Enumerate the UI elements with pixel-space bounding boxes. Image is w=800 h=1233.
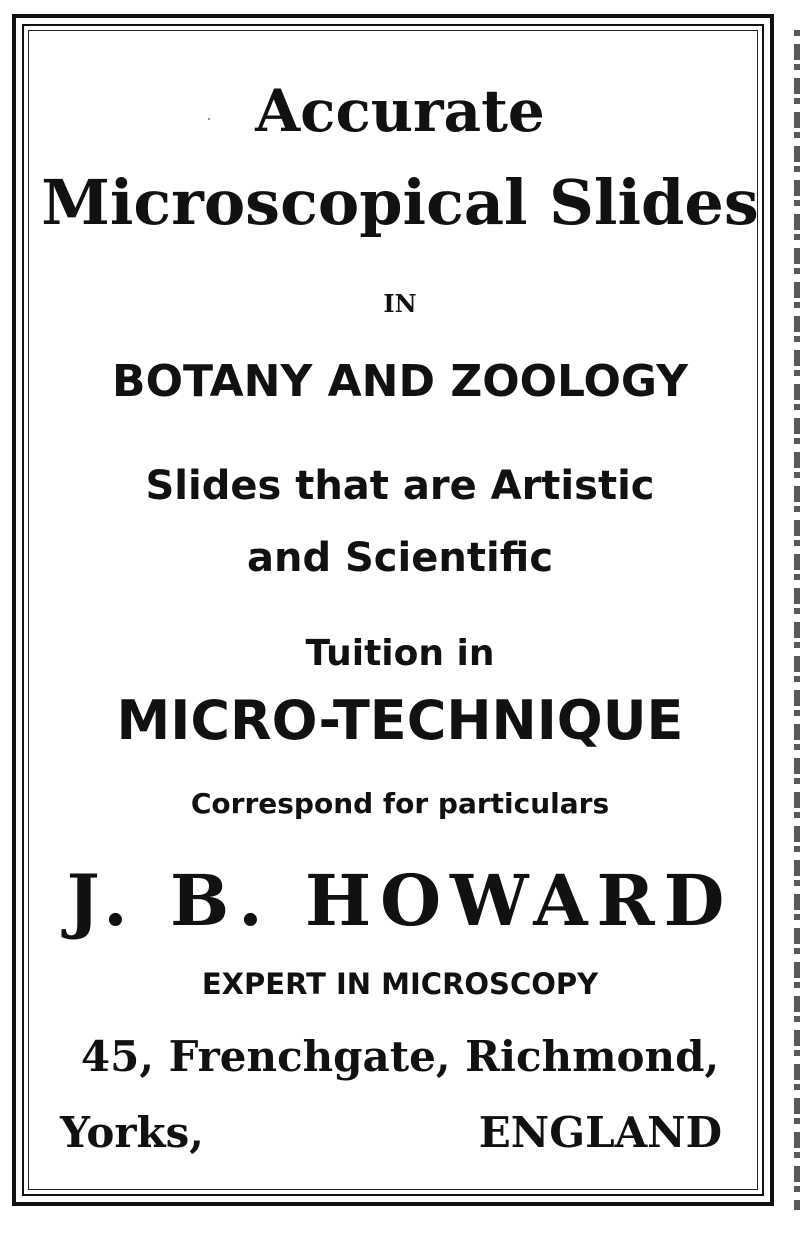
in-text: IN [383, 289, 417, 318]
address-county: Yorks, [60, 1108, 204, 1157]
advertiser-name: J. B. HOWARD [66, 859, 734, 942]
correspond-text: Correspond for particulars [190, 787, 610, 820]
subjects-text: BOTANY AND ZOOLOGY [112, 356, 688, 407]
page-edge-shadow [794, 30, 800, 1210]
tuition-subject: MICRO-TECHNIQUE [116, 689, 684, 752]
heading-line-2: Microscopical Slides [41, 166, 759, 239]
heading-line-1: Accurate [255, 77, 545, 145]
tagline-line-2: and Scientific [246, 535, 554, 581]
advertiser-title: EXPERT IN MICROSCOPY [201, 967, 599, 1001]
tuition-text: Tuition in [305, 633, 495, 674]
tagline-line-1: Slides that are Artistic [145, 463, 655, 509]
address-line: 45, Frenchgate, Richmond, [80, 1032, 720, 1081]
address-country: ENGLAND [478, 1108, 722, 1157]
